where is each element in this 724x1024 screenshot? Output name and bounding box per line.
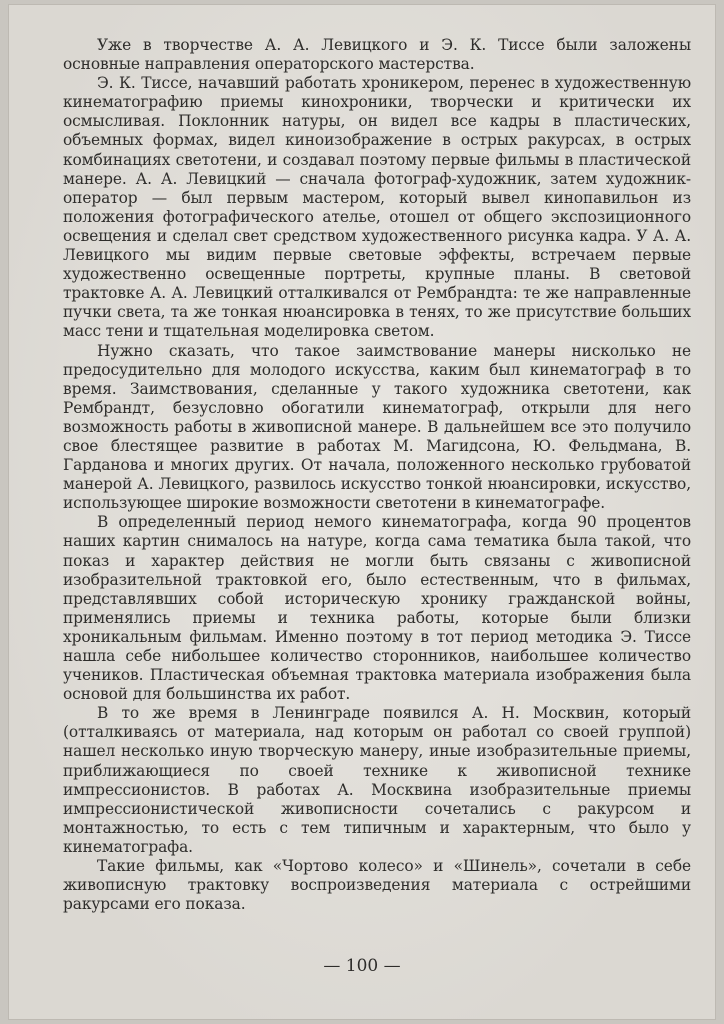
body-text	[63, 36, 691, 914]
paragraph-4: В определенный период немого кинематографа, когда 90 процентов наших картин снималось на натуре, когда сама тематика была такой, что показ и характер действия не могли быть связаны с живописной изобразительной трактовкой его, было естественным, что в фильмах, представлявших собой историческую хронику гражданской войны, применялись приемы и техника работы, которые были близки хроникальным фильмам. Именно поэтому в тот период методика Э. Тиссе нашла себе нибольшее количество сторонников, наибольшее количество учеников. Пластическая объемная трактовка материала изображения была основой для большинства их работ.	[63, 513, 691, 704]
paragraph-5: В то же время в Ленинграде появился А. Н. Москвин, который (отталкиваясь от материала, над которым он работал со своей группой) нашел несколько иную творческую манеру, иные изобразительные приемы, приближающиеся по своей технике к живописной технике импрессионистов. В работах А. Москвина изобразительные приемы импрессионистической живописности сочетались с ракурсом и монтажностью, то есть с тем типичным и характерным, что было у кинематографа.	[63, 704, 691, 856]
book-page	[8, 4, 716, 1020]
paragraph-6: Такие фильмы, как «Чортово колесо» и «Шинель», сочетали в себе живописную трактовку воспроизведения материала с острейшими ракурсами его показа.	[63, 857, 691, 914]
paragraph-3: Нужно сказать, что такое заимствование манеры нисколько не предосудительно для молодого искусства, каким был кинематограф в то время. Заимствования, сделанные у такого художника светотени, как Рембрандт, безусловно обогатили кинематограф, открыли для него возможность работы в живописной манере. В дальнейшем все это получило свое блестящее развитие в работах М. Магидсона, Ю. Фельдмана, В. Гарданова и многих других. От начала, положенного несколько грубоватой манерой А. Левицкого, развилось искусство тонкой нюансировки, искусство, использующее широкие возможности светотени в кинематографе.	[63, 341, 691, 513]
paragraph-2: Э. К. Тиссе, начавший работать хроникером, перенес в художественную кинематографию приемы кинохроники, творчески и критически их осмысливая. Поклонник натуры, он видел все кадры в пластических, объемных формах, видел киноизображение в острых ракурсах, в острых комбинациях светотени, и создавал поэтому первые фильмы в пластической манере. А. А. Левицкий — сначала фотограф-художник, затем художник-оператор — был первым мастером, который вывел кинопавильон из положения фотографического ателье, отошел от общего экспозиционного освещения и сделал свет средством художественного рисунка кадра. У А. А. Левицкого мы видим первые световые эффекты, встречаем первые художественно освещенные портреты, крупные планы. В световой трактовке А. А. Левицкий отталкивался от Рембрандта: те же направленные пучки света, та же тонкая нюансировка в тенях, то же присутствие больших масс тени и тщательная моделировка светом.	[63, 74, 691, 341]
paragraph-1: Уже в творчестве А. А. Левицкого и Э. К. Тиссе были заложены основные направления операторского мастерства.	[63, 36, 691, 74]
page-number: — 100 —	[323, 956, 401, 976]
